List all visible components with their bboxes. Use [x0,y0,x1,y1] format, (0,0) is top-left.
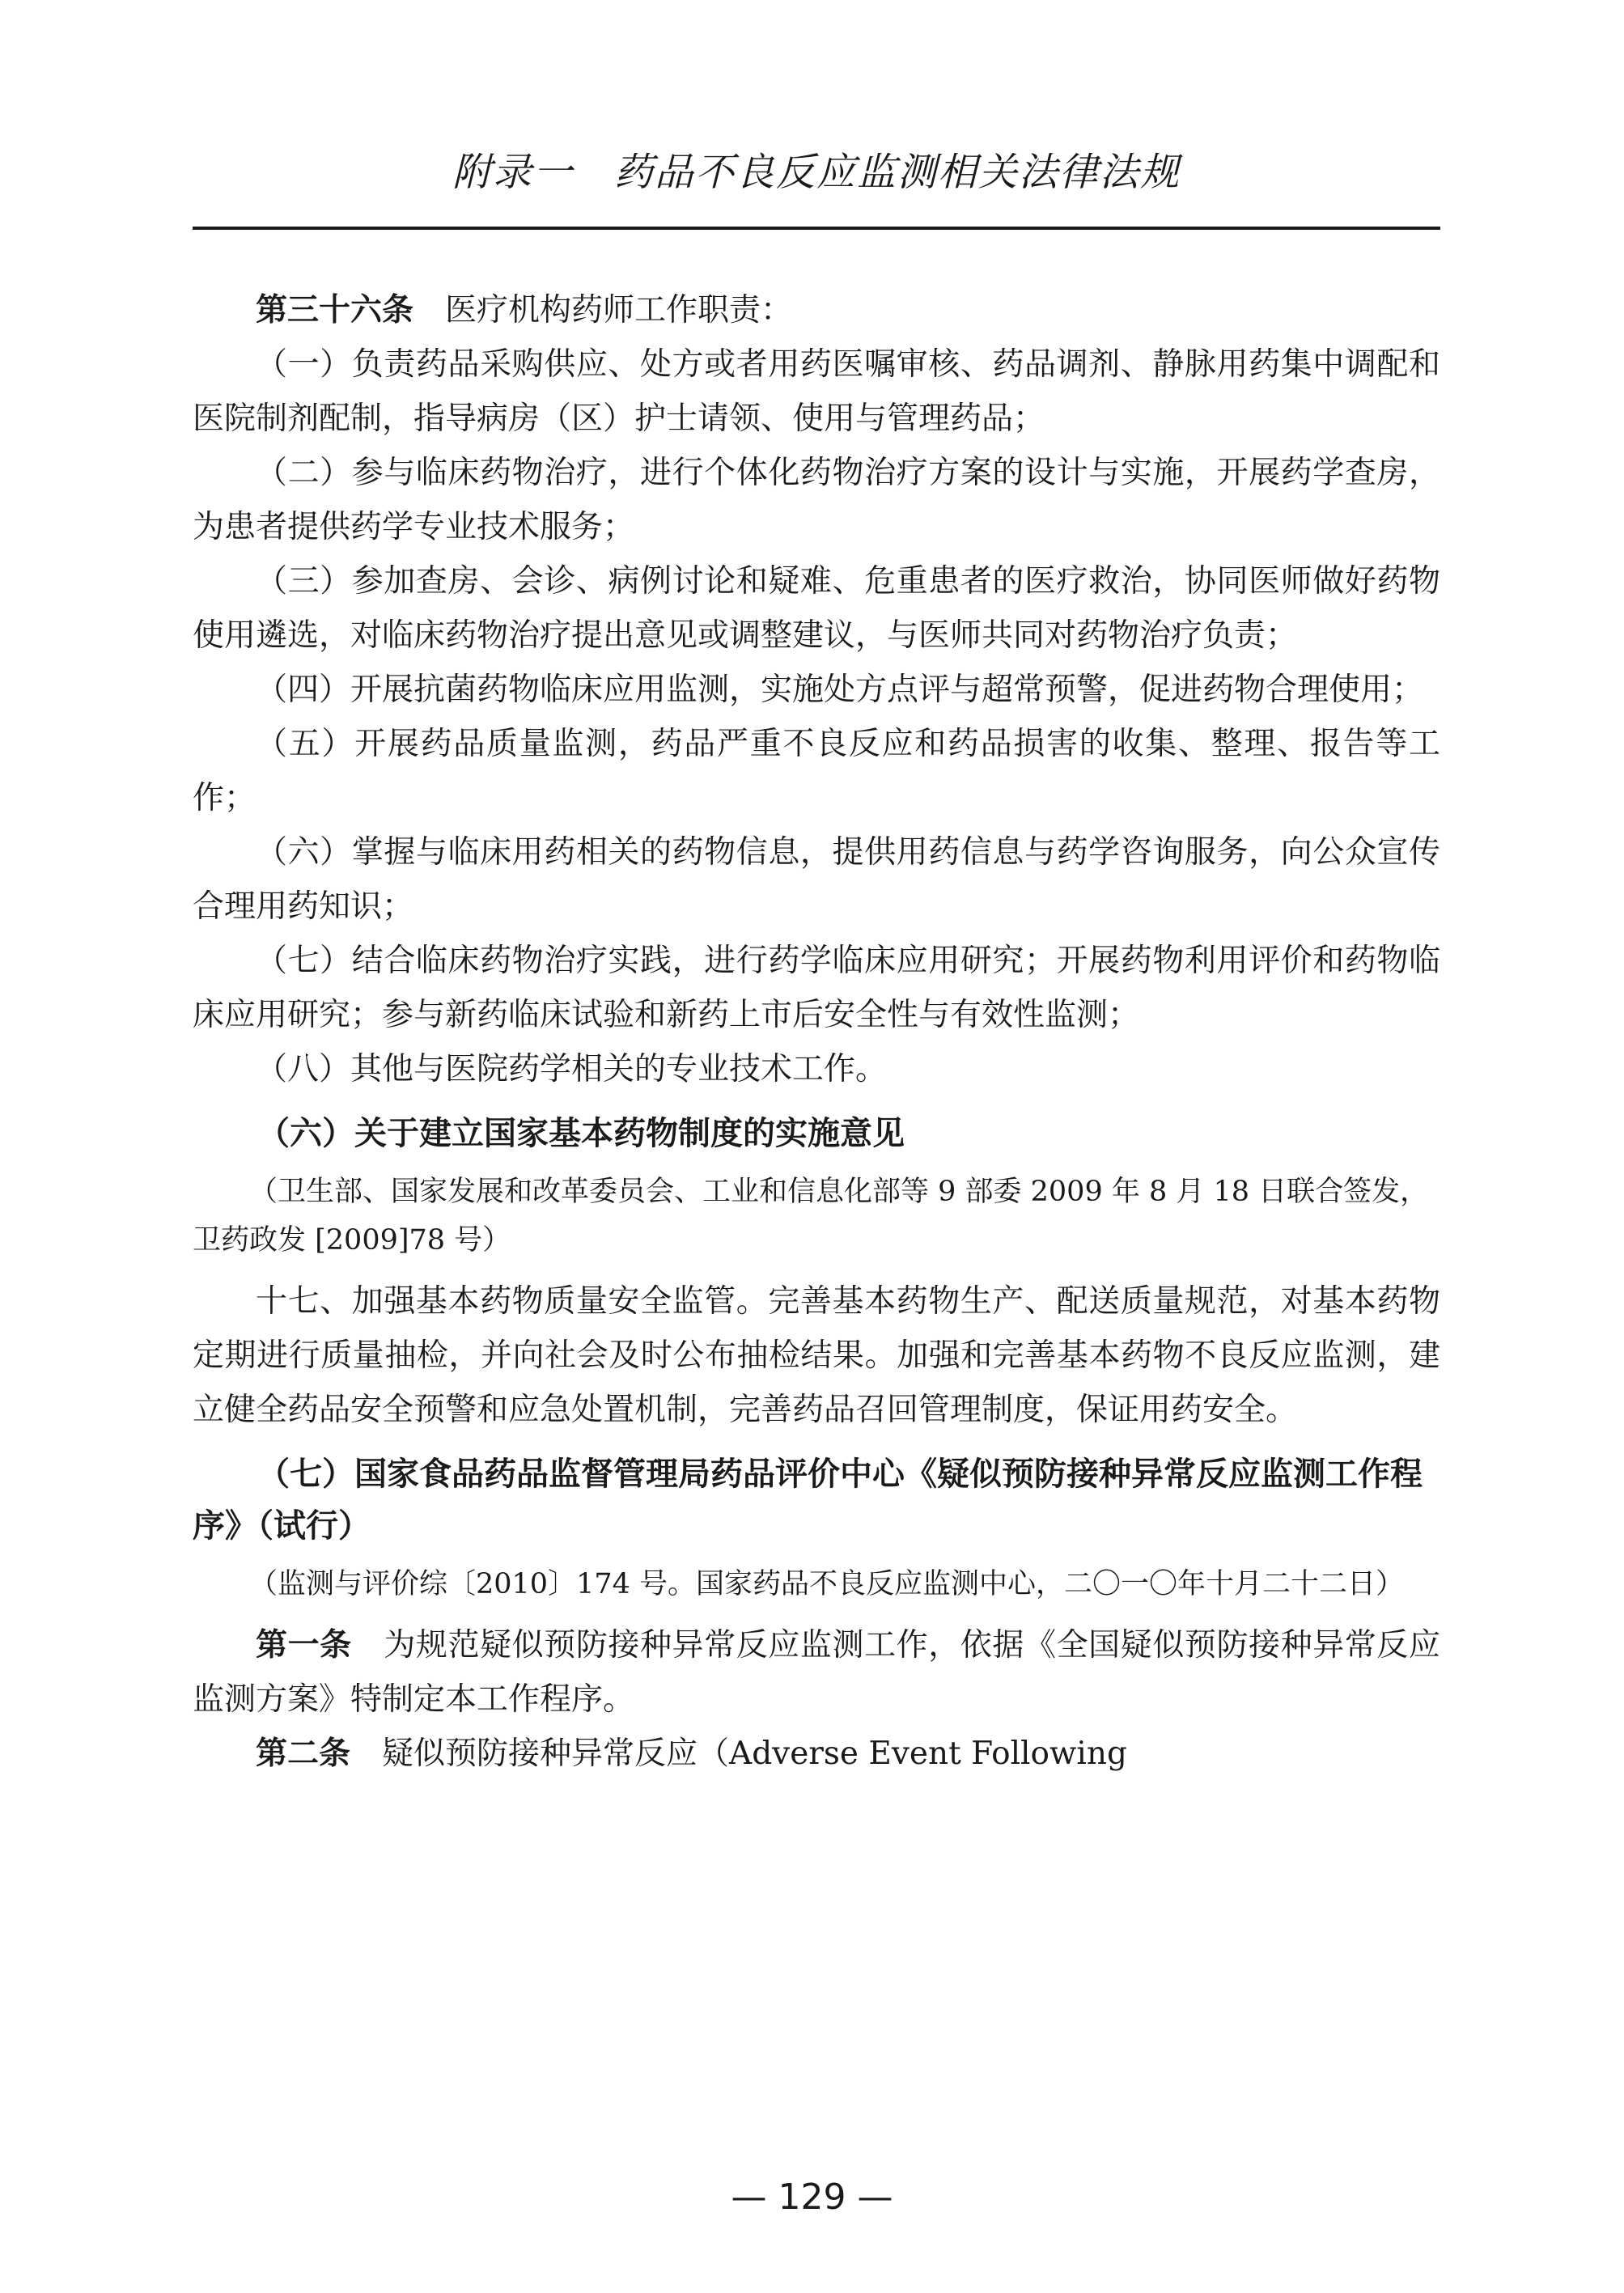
article-36-text: 医疗机构药师工作职责： [445,292,793,328]
section-heading-6: （六）关于建立国家基本药物制度的实施意见 [257,1115,905,1152]
running-header [193,129,1440,230]
duty-item-4: （四）开展抗菌药物临床应用监测，实施处方点评与超常预警，促进药物合理使用； [256,672,1424,708]
article-2 [193,1727,1440,1781]
article-2-lead: 第二条 [256,1736,351,1772]
duty-item-8: （八）其他与医院药学相关的专业技术工作。 [256,1051,888,1087]
source-note-6: （卫生部、国家发展和改革委员会、工业和信息化部等 9 部委 2009 年 8 月 18 日联合签发，卫药政发 [2009]78 号） [193,1176,1429,1257]
header-title: 附录一 药品不良反应监测相关法律法规 [452,150,1181,195]
duty-item-5: （五）开展药品质量监测，药品严重不良反应和药品损害的收集、整理、报告等工作； [193,726,1440,816]
article-1-text: 为规范疑似预防接种异常反应监测工作，依据《全国疑似预防接种异常反应监测方案》特制定本工作程序。 [193,1627,1440,1718]
article-36 [193,283,1440,337]
page-number: — 129 — [731,2176,893,2218]
duty-item-1: （一）负责药品采购供应、处方或者用药医嘱审核、药品调剂、静脉用药集中调配和医院制剂配制，指导病房（区）护士请领、使用与管理药品； [193,346,1440,437]
section-6-paragraph: 十七、加强基本药物质量安全监管。完善基本药物生产、配送质量规范，对基本药物定期进行质量抽检，并向社会及时公布抽检结果。加强和完善基本药物不良反应监测，建立健全药品安全预警和应急处置机制，完善药品召回管理制度，保证用药安全。 [193,1283,1440,1428]
article-2-text: 疑似预防接种异常反应（Adverse Event Following [382,1736,1127,1772]
article-1 [193,1618,1440,1727]
duty-item-3: （三）参加查房、会诊、病例讨论和疑难、危重患者的医疗救治，协同医师做好药物使用遴选，对临床药物治疗提出意见或调整建议，与医师共同对药物治疗负责； [193,563,1440,654]
article-36-lead: 第三十六条 [256,292,414,328]
duty-item-7: （七）结合临床药物治疗实践，进行药学临床应用研究；开展药物利用评价和药物临床应用研究；参与新药临床试验和新药上市后安全性与有效性监测； [193,943,1440,1033]
duty-item-2: （二）参与临床药物治疗，进行个体化药物治疗方案的设计与实施，开展药学查房，为患者提供药学专业技术服务； [193,455,1440,545]
article-1-lead: 第一条 [256,1627,352,1664]
page-body [193,283,1440,1781]
section-heading-7: （七）国家食品药品监督管理局药品评价中心《疑似预防接种异常反应监测工作程序》（试行） [193,1456,1423,1545]
source-note-7: （监测与评价综〔2010〕174 号。国家药品不良反应监测中心，二〇一〇年十月二十二日） [249,1568,1405,1600]
duty-item-6: （六）掌握与临床用药相关的药物信息，提供用药信息与药学咨询服务，向公众宣传合理用药知识； [193,834,1440,925]
